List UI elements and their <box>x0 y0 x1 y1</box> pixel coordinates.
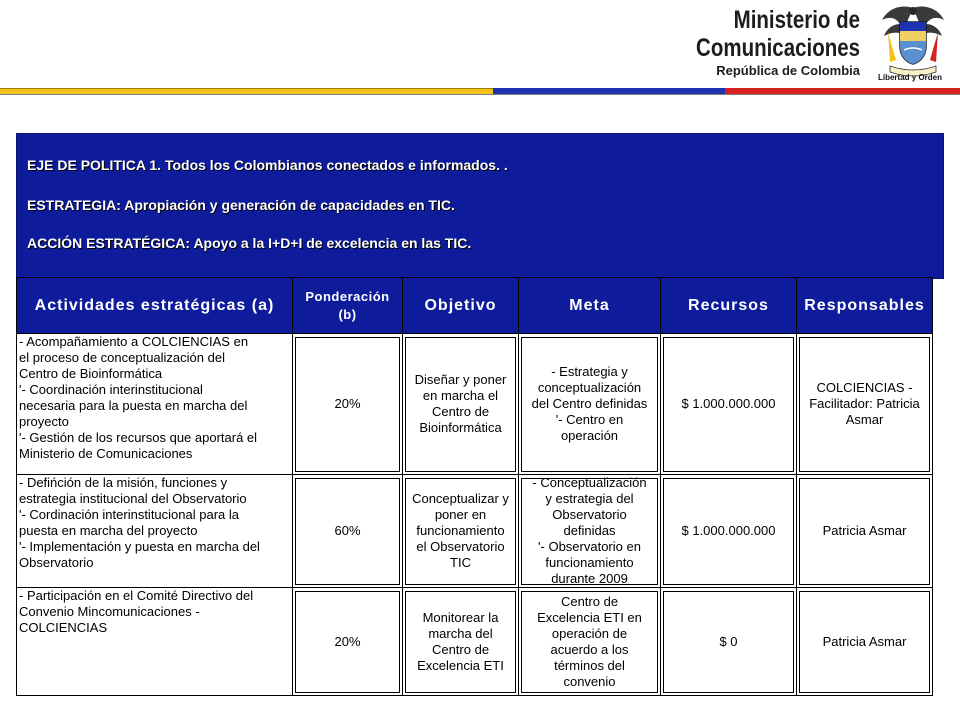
meta-line: y estrategia del <box>545 491 634 506</box>
responsables-line: Asmar <box>845 412 884 427</box>
strategy: ESTRATEGIA: Apropiación y generación de capacidades en TIC. <box>27 197 455 213</box>
meta-line: operación <box>560 428 619 443</box>
cell-meta <box>519 334 661 475</box>
table-header-row <box>17 278 933 334</box>
actividad-line: el proceso de conceptualización del <box>19 350 225 365</box>
objetivo-line: el Observatorio <box>416 539 505 554</box>
ponderacion-box <box>295 591 400 693</box>
cell-objetivo <box>403 475 519 588</box>
header-ponderacion <box>293 278 403 334</box>
header-actividades: Actividades estratégicas (a) <box>17 278 293 334</box>
table-row <box>17 588 933 696</box>
cell-meta <box>519 475 661 588</box>
meta-line: conceptualización <box>537 380 642 395</box>
meta-line: del Centro definidas <box>531 396 648 411</box>
objetivo-line: Monitorear la <box>422 609 499 625</box>
cell-objetivo-box <box>405 478 516 585</box>
cell-ponderacion <box>293 334 403 475</box>
meta-line: Observatorio <box>552 507 627 522</box>
objetivo-line: Bioinformática <box>419 420 502 435</box>
actividad-line: Convenio Mincomunicaciones - <box>19 604 200 619</box>
cell-responsables <box>797 334 933 475</box>
objetivo-line: TIC <box>450 555 471 570</box>
objetivo-line: funcionamiento <box>416 523 505 538</box>
meta-line: definidas <box>563 523 616 538</box>
cell-objetivo-box <box>405 591 516 693</box>
actividad-line: Ministerio de Comunicaciones <box>19 446 193 461</box>
recursos-box <box>663 591 794 693</box>
meta-line: Centro de <box>560 593 619 609</box>
meta-line: '- Centro en <box>555 412 624 427</box>
cell-objetivo-box <box>405 337 516 472</box>
colombia-coat-of-arms-icon <box>878 2 948 84</box>
brand-line-3: República de Colombia <box>716 63 860 78</box>
recursos-box <box>663 337 794 472</box>
objetivo-line: poner en <box>434 507 487 522</box>
brand-line-1: Ministerio de <box>733 6 860 34</box>
actividad-line: '- Cordinación interinstitucional para la <box>19 507 239 522</box>
meta-line: convenio <box>563 673 616 689</box>
recursos-value: $ 0 <box>719 633 738 649</box>
objetivo-line: Centro de <box>431 404 490 419</box>
cell-ponderacion <box>293 475 403 588</box>
cell-responsables-box <box>799 478 930 585</box>
cell-meta-box <box>521 475 658 586</box>
actividad-line: - Participación en el Comité Directivo del <box>19 588 254 603</box>
cell-responsables <box>797 588 933 696</box>
actividad-line: - Defińción de la misión, funciones y <box>19 475 228 490</box>
meta-line: '- Observatorio en <box>538 539 641 554</box>
actividad-line: '- Implementación y puesta en marcha del <box>19 539 260 554</box>
cell-ponderacion <box>293 588 403 696</box>
objetivo-line: Diseñar y poner <box>414 372 507 387</box>
divider-line <box>0 94 960 95</box>
meta-line: operación de <box>551 625 628 641</box>
meta-line: durante 2009 <box>551 571 628 586</box>
actividad-line: puesta en marcha del proyecto <box>19 523 198 538</box>
ponderacion-value: 20% <box>334 396 361 411</box>
cell-actividades <box>17 475 293 588</box>
cell-recursos <box>661 334 797 475</box>
cell-actividades <box>17 588 293 696</box>
actividad-line: estrategia institucional del Observatorio <box>19 491 247 506</box>
objetivo-line: Centro de <box>431 641 490 657</box>
ministry-logo-text <box>660 6 860 80</box>
cell-responsables <box>797 475 933 588</box>
recursos-box <box>663 478 794 585</box>
policy-axis: EJE DE POLITICA 1. Todos los Colombianos conectados e informados. . <box>27 157 508 173</box>
header-meta: Meta <box>519 278 661 334</box>
strategic-action: ACCIÓN ESTRATÉGICA: Apoyo a la I+D+I de excelencia en las TIC. <box>27 235 472 251</box>
ponderacion-value: 20% <box>334 633 361 649</box>
crest-motto: Libertad y Orden <box>877 73 942 82</box>
objetivo-line: marcha del <box>428 625 493 641</box>
header-ponderacion-line1: Ponderación <box>305 288 390 304</box>
cell-actividades <box>17 334 293 475</box>
cell-meta-box <box>521 337 658 472</box>
header-responsables: Responsables <box>797 278 933 334</box>
cell-meta <box>519 588 661 696</box>
policy-banner <box>16 133 944 279</box>
cell-objetivo <box>403 334 519 475</box>
recursos-value: $ 1.000.000.000 <box>681 396 776 411</box>
header-recursos: Recursos <box>661 278 797 334</box>
header-ponderacion-line2: (b) <box>338 306 357 322</box>
responsables-line: Facilitador: Patricia <box>809 396 920 411</box>
actividad-line: - Acompañamiento a COLCIENCIAS en <box>19 334 249 349</box>
cell-responsables-box <box>799 337 930 472</box>
cell-recursos <box>661 588 797 696</box>
objetivo-line: Conceptualizar y <box>412 491 509 506</box>
responsables-line: Patricia Asmar <box>822 523 907 538</box>
actividad-line: Centro de Bioinformática <box>19 366 163 381</box>
actividad-line: necesaria para la puesta en marcha del <box>19 398 248 413</box>
recursos-value: $ 1.000.000.000 <box>681 523 776 538</box>
table-row <box>17 475 933 588</box>
objetivo-line: Excelencia ETI <box>417 657 504 673</box>
meta-line: - Conceptualización <box>532 475 647 490</box>
ponderacion-box <box>295 337 400 472</box>
actividad-line: '- Coordinación interinstitucional <box>19 382 203 397</box>
meta-line: Excelencia ETI en <box>537 609 642 625</box>
responsables-line: Patricia Asmar <box>822 633 907 649</box>
meta-line: términos del <box>554 657 625 673</box>
meta-line: - Estrategia y <box>551 364 628 379</box>
table-row <box>17 334 933 475</box>
cell-meta-box <box>521 591 658 693</box>
activities-table <box>16 277 932 691</box>
actividad-line: COLCIENCIAS <box>19 620 108 635</box>
ponderacion-box <box>295 478 400 585</box>
meta-line: funcionamiento <box>545 555 634 570</box>
ponderacion-value: 60% <box>334 523 361 538</box>
cell-responsables-box <box>799 591 930 693</box>
meta-line: acuerdo a los <box>550 641 629 657</box>
responsables-line: COLCIENCIAS - <box>816 380 913 395</box>
cell-recursos <box>661 475 797 588</box>
objetivo-line: en marcha el <box>422 388 499 403</box>
actividad-line: Observatorio <box>19 555 94 570</box>
actividad-line: '- Gestión de los recursos que aportará el <box>19 430 258 445</box>
header-objetivo: Objetivo <box>403 278 519 334</box>
brand-line-2: Comunicaciones <box>695 34 860 62</box>
cell-objetivo <box>403 588 519 696</box>
actividad-line: proyecto <box>19 414 69 429</box>
